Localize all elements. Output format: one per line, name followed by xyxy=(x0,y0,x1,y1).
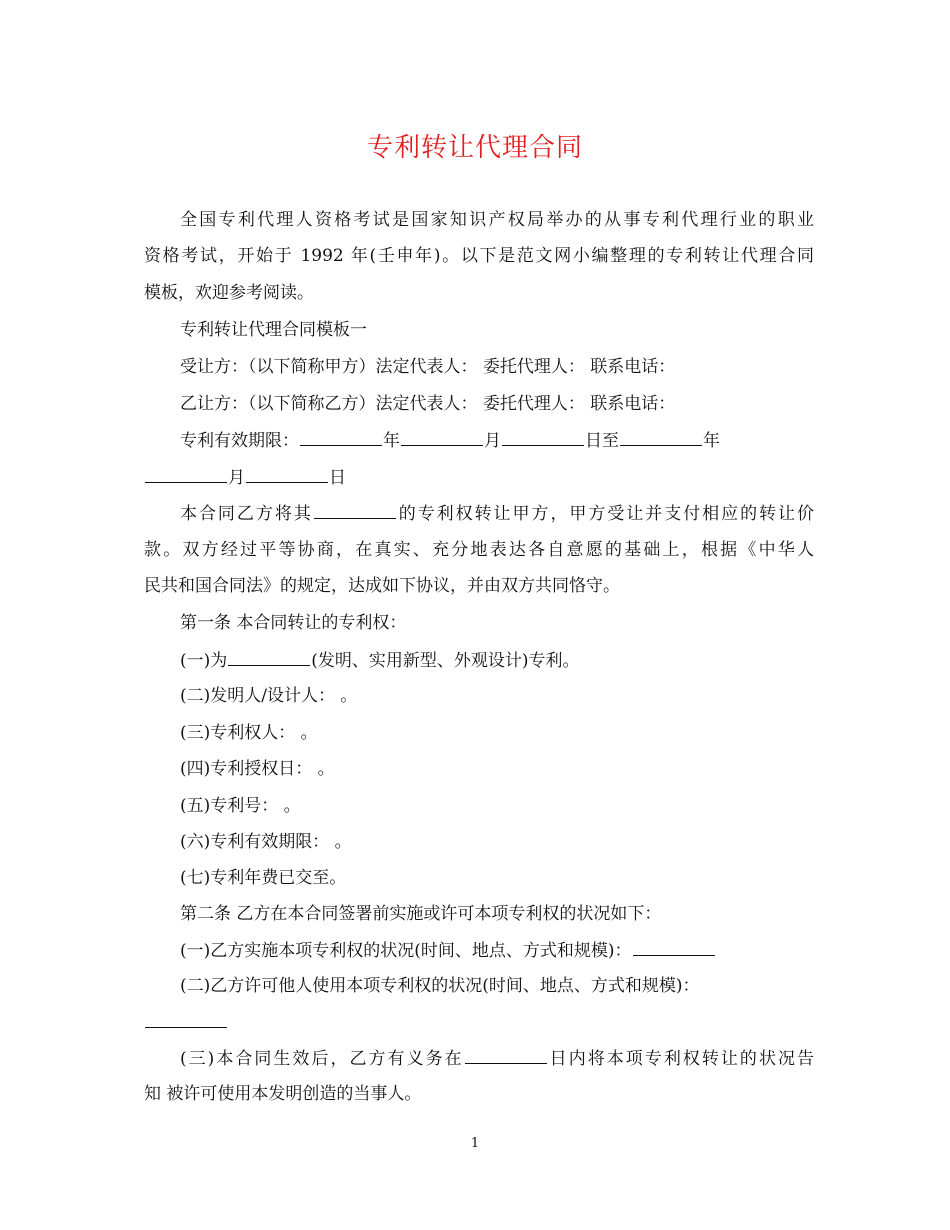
intro-line-2: 资格考试，开始于 1992 年(壬申年)。以下是范文网小编整理的专利转让代理合同 xyxy=(144,246,814,266)
article-1-item-1 xyxy=(180,648,814,673)
year2-text: 年 xyxy=(703,431,720,451)
day-blank xyxy=(502,428,584,446)
article-1-item-3: (三)专利权人： 。 xyxy=(180,723,318,743)
days-blank xyxy=(465,1046,547,1064)
article-2-item-2: (二)乙方许可他人使用本项专利权的状况(时间、地点、方式和规模)： xyxy=(180,976,700,996)
validity-line-2 xyxy=(144,465,814,490)
validity-line-1 xyxy=(180,428,814,453)
document-title: 专利转让代理合同 xyxy=(366,133,583,163)
day2-text: 日 xyxy=(329,468,346,488)
validity-label: 专利有效期限： xyxy=(180,431,299,451)
article-1-item-5: (五)专利号： 。 xyxy=(180,796,301,816)
month2-text: 月 xyxy=(228,468,245,488)
year2-blank xyxy=(620,428,702,446)
body-line-1-before: 本合同乙方将其 xyxy=(180,504,313,524)
body-line-3: 民共和国合同法》的规定，达成如下协议，并由双方共同恪守。 xyxy=(144,576,620,596)
article-2-item-1-blank xyxy=(633,938,715,956)
party-b-line: 乙让方：（以下简称乙方）法定代表人： 委托代理人： 联系电话： xyxy=(180,394,676,414)
article-1-item-7: (七)专利年费已交至。 xyxy=(180,868,347,888)
month-blank xyxy=(401,428,483,446)
body-line-2: 款。双方经过平等协商，在真实、充分地表达各自意愿的基础上，根据《中华人 xyxy=(144,540,814,560)
day-to-text: 日至 xyxy=(585,431,619,451)
article-2-item-3 xyxy=(180,1046,814,1071)
article-1-item-2: (二)发明人/设计人： 。 xyxy=(180,686,358,706)
month2-blank xyxy=(145,465,227,483)
article-1-heading: 第一条 本合同转让的专利权： xyxy=(180,613,407,633)
article-2-item-1 xyxy=(180,938,814,963)
patent-type-blank xyxy=(228,648,310,666)
year-text: 年 xyxy=(383,431,400,451)
article-1-item-4: (四)专利授权日： 。 xyxy=(180,759,335,779)
article-2-item-2-blank xyxy=(145,1010,227,1028)
body-line-1 xyxy=(180,501,814,526)
patent-blank xyxy=(314,501,396,519)
article-2-item-2-blank-line xyxy=(144,1010,814,1035)
article-1-item-6: (六)专利有效期限： 。 xyxy=(180,832,352,852)
party-a-line: 受让方：（以下简称甲方）法定代表人： 委托代理人： 联系电话： xyxy=(180,357,676,377)
article-2-item-3-after: 日内将本项专利权转让的状况告 xyxy=(547,1049,814,1069)
intro-line-1: 全国专利代理人资格考试是国家知识产权局举办的从事专利代理行业的职业 xyxy=(180,210,814,230)
template-heading: 专利转让代理合同模板一 xyxy=(180,320,367,340)
intro-line-3: 模板，欢迎参考阅读。 xyxy=(144,283,314,303)
article-2-item-3-line-2: 知 被许可使用本发明创造的当事人。 xyxy=(144,1084,422,1104)
day2-blank xyxy=(246,465,328,483)
body-line-1-after: 的专利权转让甲方，甲方受让并支付相应的转让价 xyxy=(396,504,815,524)
article-1-item-1-after: (发明、实用新型、外观设计)专利。 xyxy=(311,651,580,671)
article-1-item-1-before: (一)为 xyxy=(180,651,228,671)
year-blank xyxy=(300,428,382,446)
article-2-item-3-before: (三)本合同生效后，乙方有义务在 xyxy=(180,1049,464,1069)
page-number: 1 xyxy=(470,1136,480,1151)
month-text: 月 xyxy=(484,431,501,451)
article-2-item-1-text: (一)乙方实施本项专利权的状况(时间、地点、方式和规模)： xyxy=(180,941,632,961)
article-2-heading: 第二条 乙方在本合同签署前实施或许可本项专利权的状况如下： xyxy=(180,904,662,924)
